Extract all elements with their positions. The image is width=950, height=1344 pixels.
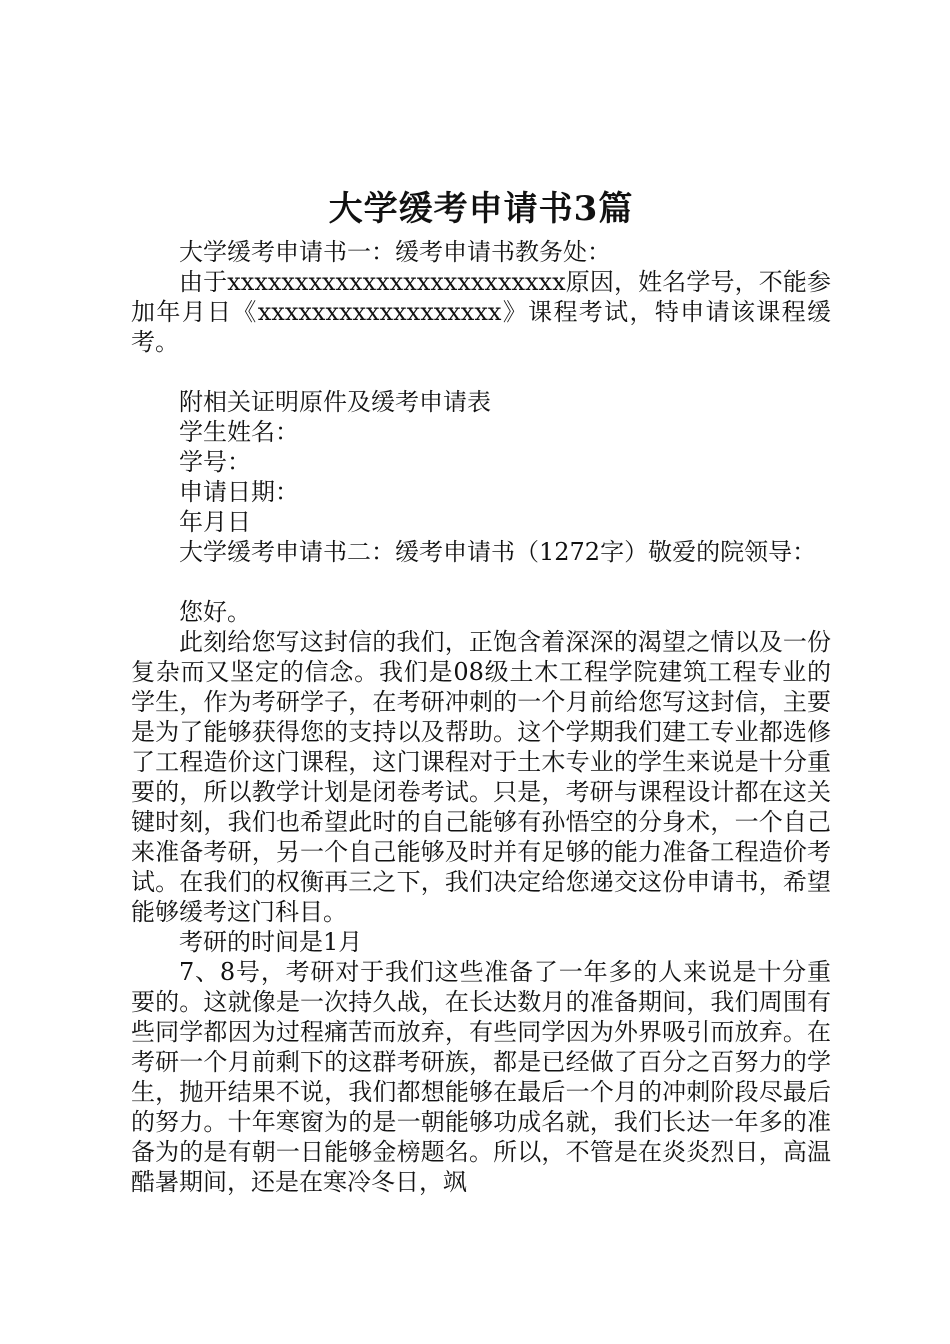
blank-line [131, 357, 831, 387]
field-student-id: 学号： [179, 448, 251, 476]
field-application-date: 申请日期： [179, 478, 299, 506]
section-heading-one: 大学缓考申请书一：缓考申请书教务处： [179, 238, 611, 266]
document-title: 大学缓考申请书3篇 [328, 189, 634, 229]
section-heading-two: 大学缓考申请书二：缓考申请书（1272字）敬爱的院领导： [179, 538, 817, 566]
field-date-placeholder: 年月日 [179, 508, 251, 536]
document-page [131, 185, 831, 1197]
paragraph-body-two: 7、8号，考研对于我们这些准备了一年多的人来说是十分重要的。这就像是一次持久战，在长达数月的准备期间，我们周围有些同学都因为过程痛苦而放弃，有些同学因为外界吸引而放弃。在考研一个月前剩下的这群考研族，都是已经做了百分之百努力的学生，抛开结果不说，我们都想能够在最后一个月的冲刺阶段尽最后的努力。十年寒窗为的是一朝能够功成名就，我们长达一年多的准备为的是有朝一日能够金榜题名。所以，不管是在炎炎烈日，高温酷暑期间，还是在寒冷冬日，飒 [131, 958, 831, 1196]
paragraph-reason: 由于xxxxxxxxxxxxxxxxxxxxxxxxx原因，姓名学号，不能参加年月日《xxxxxxxxxxxxxxxxxx》课程考试，特申请该课程缓考。 [131, 268, 831, 356]
paragraph-greeting: 您好。 [179, 598, 251, 626]
paragraph-attachment: 附相关证明原件及缓考申请表 [179, 388, 491, 416]
paragraph-body-one: 此刻给您写这封信的我们，正饱含着深深的渴望之情以及一份复杂而又坚定的信念。我们是08级土木工程学院建筑工程专业的学生，作为考研学子，在考研冲刺的一个月前给您写这封信，主要是为了能够获得您的支持以及帮助。这个学期我们建工专业都选修了工程造价这门课程，这门课程对于土木专业的学生来说是十分重要的，所以教学计划是闭卷考试。只是，考研与课程设计都在这关键时刻，我们也希望此时的自己能够有孙悟空的分身术，一个自己来准备考研，另一个自己能够及时并有足够的能力准备工程造价考试。在我们的权衡再三之下，我们决定给您递交这份申请书，希望能够缓考这门科目。 [131, 628, 831, 926]
blank-line [131, 567, 831, 597]
paragraph-exam-time: 考研的时间是1月 [179, 928, 363, 956]
field-student-name: 学生姓名： [179, 418, 299, 446]
